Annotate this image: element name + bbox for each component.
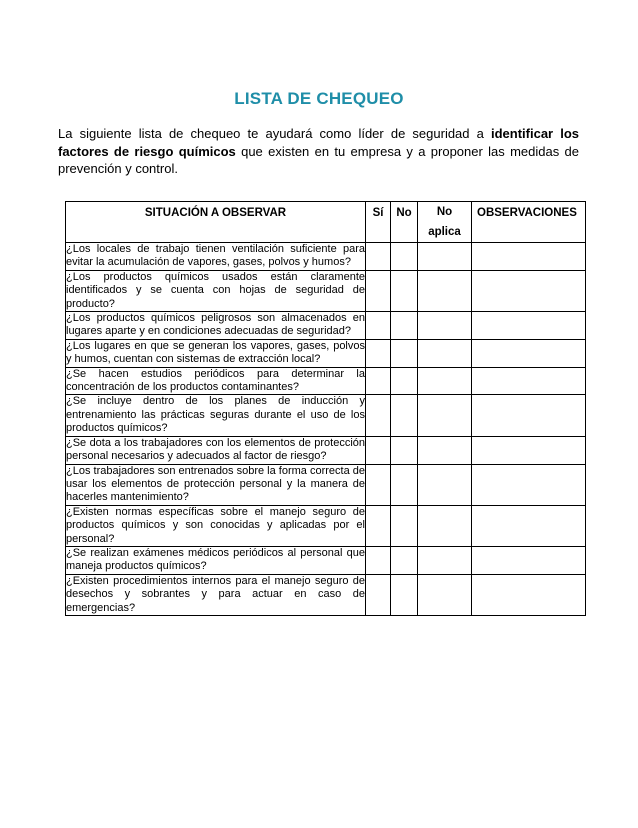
no-cell[interactable] bbox=[391, 367, 418, 395]
intro-text-bold: identificar los factores de riesgo químicos bbox=[58, 126, 580, 159]
observations-cell[interactable] bbox=[472, 243, 586, 271]
table-row bbox=[66, 436, 586, 464]
header-situation: SITUACIÓN A OBSERVAR bbox=[66, 202, 366, 243]
observations-cell[interactable] bbox=[472, 464, 586, 505]
not-applicable-cell[interactable] bbox=[418, 505, 472, 546]
no-cell[interactable] bbox=[391, 436, 418, 464]
no-cell[interactable] bbox=[391, 546, 418, 574]
intro-text-part2: que existen en tu empresa y a proponer las medidas de prevención y control. bbox=[58, 143, 579, 176]
row-question: ¿Los lugares en que se generan los vapores, gases, polvos y humos, cuentan con sistemas de extracción local? bbox=[66, 339, 365, 366]
intro-paragraph bbox=[58, 125, 579, 178]
not-applicable-cell[interactable] bbox=[418, 395, 472, 436]
yes-cell[interactable] bbox=[366, 339, 391, 367]
header-no: No bbox=[391, 202, 418, 243]
no-cell[interactable] bbox=[391, 270, 418, 311]
observations-cell[interactable] bbox=[472, 436, 586, 464]
row-question: ¿Los trabajadores son entrenados sobre la forma correcta de usar los elementos de protección personal y la manera de hacerles mantenimiento? bbox=[66, 464, 365, 504]
not-applicable-cell[interactable] bbox=[418, 339, 472, 367]
table-row bbox=[66, 464, 586, 505]
intro-text-part1: La siguiente lista de chequeo te ayudará como líder de seguridad a bbox=[58, 126, 491, 141]
not-applicable-cell[interactable] bbox=[418, 243, 472, 271]
row-question: ¿Existen normas específicas sobre el manejo seguro de productos químicos y son conocidas y aplicadas por el personal? bbox=[66, 505, 365, 545]
yes-cell[interactable] bbox=[366, 395, 391, 436]
table-row bbox=[66, 270, 586, 311]
yes-cell[interactable] bbox=[366, 367, 391, 395]
table-row bbox=[66, 339, 586, 367]
row-question: ¿Se incluye dentro de los planes de inducción y entrenamiento las prácticas seguras durante el uso de los productos químicos? bbox=[66, 395, 365, 435]
yes-cell[interactable] bbox=[366, 464, 391, 505]
header-na-line1: No bbox=[436, 206, 453, 218]
row-question: ¿Los productos químicos usados están claramente identificados y se cuenta con hojas de seguridad de producto? bbox=[66, 270, 365, 310]
yes-cell[interactable] bbox=[366, 243, 391, 271]
row-question: ¿Se realizan exámenes médicos periódicos al personal que maneja productos químicos? bbox=[66, 546, 365, 573]
yes-cell[interactable] bbox=[366, 436, 391, 464]
observations-cell[interactable] bbox=[472, 339, 586, 367]
not-applicable-cell[interactable] bbox=[418, 312, 472, 340]
table-row bbox=[66, 367, 586, 395]
no-cell[interactable] bbox=[391, 464, 418, 505]
table-row bbox=[66, 312, 586, 340]
yes-cell[interactable] bbox=[366, 505, 391, 546]
table-row bbox=[66, 574, 586, 615]
table-row bbox=[66, 505, 586, 546]
row-question: ¿Existen procedimientos internos para el manejo seguro de desechos y sobrantes y para actuar en caso de emergencias? bbox=[66, 574, 365, 614]
table-row bbox=[66, 243, 586, 271]
yes-cell[interactable] bbox=[366, 546, 391, 574]
observations-cell[interactable] bbox=[472, 312, 586, 340]
table-header-row bbox=[66, 202, 586, 243]
not-applicable-cell[interactable] bbox=[418, 574, 472, 615]
row-question: ¿Se dota a los trabajadores con los elementos de protección personal necesarios y adecuados al factor de riesgo? bbox=[66, 436, 365, 463]
header-na-line2: aplica bbox=[428, 226, 461, 238]
page-title: LISTA DE CHEQUEO bbox=[234, 89, 404, 108]
not-applicable-cell[interactable] bbox=[418, 270, 472, 311]
table-row bbox=[66, 546, 586, 574]
yes-cell[interactable] bbox=[366, 270, 391, 311]
no-cell[interactable] bbox=[391, 574, 418, 615]
header-not-applicable bbox=[418, 202, 472, 243]
observations-cell[interactable] bbox=[472, 574, 586, 615]
observations-cell[interactable] bbox=[472, 546, 586, 574]
no-cell[interactable] bbox=[391, 339, 418, 367]
observations-cell[interactable] bbox=[472, 367, 586, 395]
row-question: ¿Los locales de trabajo tienen ventilación suficiente para evitar la acumulación de vapores, gases, polvos y humos? bbox=[66, 243, 365, 269]
observations-cell[interactable] bbox=[472, 270, 586, 311]
no-cell[interactable] bbox=[391, 243, 418, 271]
header-observations: OBSERVACIONES bbox=[472, 202, 586, 243]
yes-cell[interactable] bbox=[366, 312, 391, 340]
not-applicable-cell[interactable] bbox=[418, 367, 472, 395]
observations-cell[interactable] bbox=[472, 505, 586, 546]
yes-cell[interactable] bbox=[366, 574, 391, 615]
header-yes: Sí bbox=[366, 202, 391, 243]
observations-cell[interactable] bbox=[472, 395, 586, 436]
row-question: ¿Los productos químicos peligrosos son almacenados en lugares aparte y en condiciones adecuadas de seguridad? bbox=[66, 312, 365, 338]
not-applicable-cell[interactable] bbox=[418, 464, 472, 505]
not-applicable-cell[interactable] bbox=[418, 436, 472, 464]
row-question: ¿Se hacen estudios periódicos para determinar la concentración de los productos contaminantes? bbox=[66, 367, 365, 394]
not-applicable-cell[interactable] bbox=[418, 546, 472, 574]
no-cell[interactable] bbox=[391, 505, 418, 546]
table-row bbox=[66, 395, 586, 436]
checklist-body bbox=[66, 243, 586, 616]
no-cell[interactable] bbox=[391, 395, 418, 436]
no-cell[interactable] bbox=[391, 312, 418, 340]
checklist-table bbox=[65, 201, 586, 616]
